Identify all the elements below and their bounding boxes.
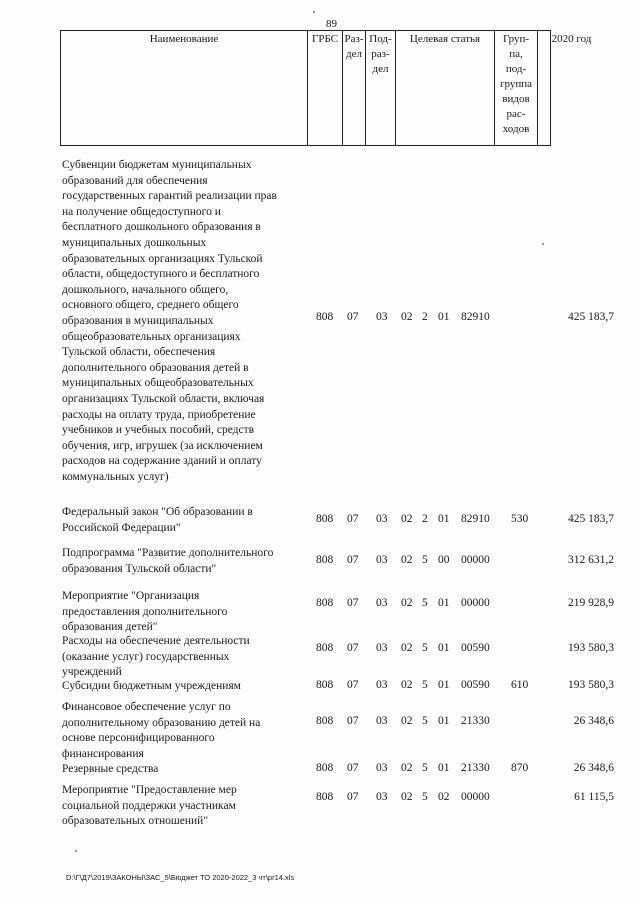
- target-direction-cell: 82910: [461, 311, 490, 323]
- subsection-cell: 03: [376, 679, 388, 691]
- target-direction-cell: 00000: [461, 597, 490, 609]
- header-subsection: Под- раз- дел: [365, 31, 395, 145]
- header-target: Целевая статья: [395, 31, 494, 145]
- header-section: Раз- дел: [342, 31, 365, 145]
- target-subprogram-cell: 5: [422, 679, 428, 691]
- subsection-cell: 03: [376, 311, 388, 323]
- target-event-cell: 01: [438, 311, 450, 323]
- target-event-cell: 01: [438, 642, 450, 654]
- grbs-cell: 808: [316, 642, 334, 654]
- grbs-cell: 808: [316, 762, 334, 774]
- sum-cell: 193 580,3: [568, 679, 614, 691]
- row-name: Расходы на обеспечение деятельности (оказание услуг) государственных учреждений: [62, 635, 250, 679]
- row-name: Федеральный закон "Об образовании в Российской Федерации": [62, 506, 253, 534]
- target-event-cell: 00: [438, 554, 450, 566]
- target-program-cell: 02: [401, 513, 413, 525]
- header-name: Наименование: [149, 33, 219, 45]
- subsection-cell: 03: [376, 513, 388, 525]
- target-event-cell: 02: [438, 791, 450, 803]
- grbs-cell: 808: [316, 513, 334, 525]
- sum-cell: 26 348,6: [573, 715, 614, 727]
- subsection-cell: 03: [376, 791, 388, 803]
- sum-cell: 425 183,7: [568, 513, 614, 525]
- target-event-cell: 01: [438, 597, 450, 609]
- footer-file-path: D:\Г\Д7\2019\ЗАКОНЫ\ЗАС_5\Бюджет ТО 2020-2022_3 чт\рr14.xls: [66, 873, 295, 882]
- scan-speck: [313, 11, 315, 13]
- section-cell: 07: [347, 642, 359, 654]
- target-direction-cell: 82910: [461, 513, 490, 525]
- target-direction-cell: 00590: [461, 679, 490, 691]
- target-subprogram-cell: 5: [422, 791, 428, 803]
- target-subprogram-cell: 5: [422, 762, 428, 774]
- row-name: Мероприятие "Организация предоставления дополнительного образования детей": [62, 590, 228, 634]
- target-program-cell: 02: [401, 597, 413, 609]
- target-program-cell: 02: [401, 311, 413, 323]
- page-number: 89: [326, 18, 337, 30]
- section-cell: 07: [347, 762, 359, 774]
- section-cell: 07: [347, 554, 359, 566]
- grbs-cell: 808: [316, 679, 334, 691]
- section-cell: 07: [347, 597, 359, 609]
- table-header: [60, 30, 592, 146]
- section-cell: 07: [347, 513, 359, 525]
- target-event-cell: 01: [438, 679, 450, 691]
- section-cell: 07: [347, 791, 359, 803]
- target-program-cell: 02: [401, 642, 413, 654]
- target-event-cell: 01: [438, 715, 450, 727]
- sum-cell: 312 631,2: [568, 554, 614, 566]
- target-direction-cell: 00000: [461, 554, 490, 566]
- target-subprogram-cell: 5: [422, 642, 428, 654]
- target-event-cell: 01: [438, 513, 450, 525]
- grbs-cell: 808: [316, 597, 334, 609]
- target-subprogram-cell: 2: [422, 513, 428, 525]
- row-name: Мероприятие "Предоставление мер социальной поддержки участникам образовательных отношений": [62, 784, 237, 828]
- target-direction-cell: 00590: [461, 642, 490, 654]
- target-program-cell: 02: [401, 679, 413, 691]
- header-year: 2020 год: [537, 31, 605, 145]
- expense-group-cell: 610: [511, 679, 529, 691]
- subsection-cell: 03: [376, 597, 388, 609]
- target-direction-cell: 21330: [461, 762, 490, 774]
- subsection-cell: 03: [376, 762, 388, 774]
- subsection-cell: 03: [376, 642, 388, 654]
- subsection-cell: 03: [376, 554, 388, 566]
- target-event-cell: 01: [438, 762, 450, 774]
- grbs-cell: 808: [316, 791, 334, 803]
- scan-speck: [75, 850, 77, 852]
- sum-cell: 425 183,7: [568, 311, 614, 323]
- section-cell: 07: [347, 311, 359, 323]
- target-program-cell: 02: [401, 554, 413, 566]
- sum-cell: 26 348,6: [573, 762, 614, 774]
- row-name: Подпрограмма "Развитие дополнительного образования Тульской области": [62, 547, 274, 575]
- target-program-cell: 02: [401, 791, 413, 803]
- header-grbs: ГРБС: [307, 31, 342, 145]
- scan-speck: [542, 243, 544, 245]
- expense-group-cell: 530: [511, 513, 529, 525]
- section-cell: 07: [347, 715, 359, 727]
- grbs-cell: 808: [316, 311, 334, 323]
- row-name: Финансовое обеспечение услуг по дополнительному образованию детей на основе персонифицированного финансирования: [62, 701, 261, 760]
- target-subprogram-cell: 5: [422, 554, 428, 566]
- target-subprogram-cell: 2: [422, 311, 428, 323]
- expense-group-cell: 870: [511, 762, 529, 774]
- target-direction-cell: 00000: [461, 791, 490, 803]
- grbs-cell: 808: [316, 554, 334, 566]
- target-subprogram-cell: 5: [422, 715, 428, 727]
- target-program-cell: 02: [401, 715, 413, 727]
- grbs-cell: 808: [316, 715, 334, 727]
- section-cell: 07: [347, 679, 359, 691]
- sum-cell: 193 580,3: [568, 642, 614, 654]
- sum-cell: 61 115,5: [574, 791, 614, 803]
- target-subprogram-cell: 5: [422, 597, 428, 609]
- sum-cell: 219 928,9: [568, 597, 614, 609]
- header-expense-group: Груп- па, под- группа видов рас- ходов: [494, 31, 537, 145]
- target-program-cell: 02: [401, 762, 413, 774]
- target-direction-cell: 21330: [461, 715, 490, 727]
- row-name: Субсидии бюджетным учреждениям: [62, 680, 241, 692]
- row-name: Субвенции бюджетам муниципальных образований для обеспечения государственных гарантий реализации прав на получение общедоступного и бесплатного дошкольного образования в муниципальных дошкольных образовательных организациях Тульской области, общедоступного и бесплатного дошкольного, начального общего, основного общего, среднего общего образования в муниципальных общеобразовательных организациях Тульской области, обеспечения дополнительного образования детей в муниципальных общеобразовательных организациях Тульской области, включая расходы на оплату труда, приобретение учебников и учебных пособий, средств обучения, игр, игрушек (за исключением расходов на содержание зданий и оплату коммунальных услуг): [62, 159, 277, 483]
- subsection-cell: 03: [376, 715, 388, 727]
- row-name: Резервные средства: [62, 763, 159, 775]
